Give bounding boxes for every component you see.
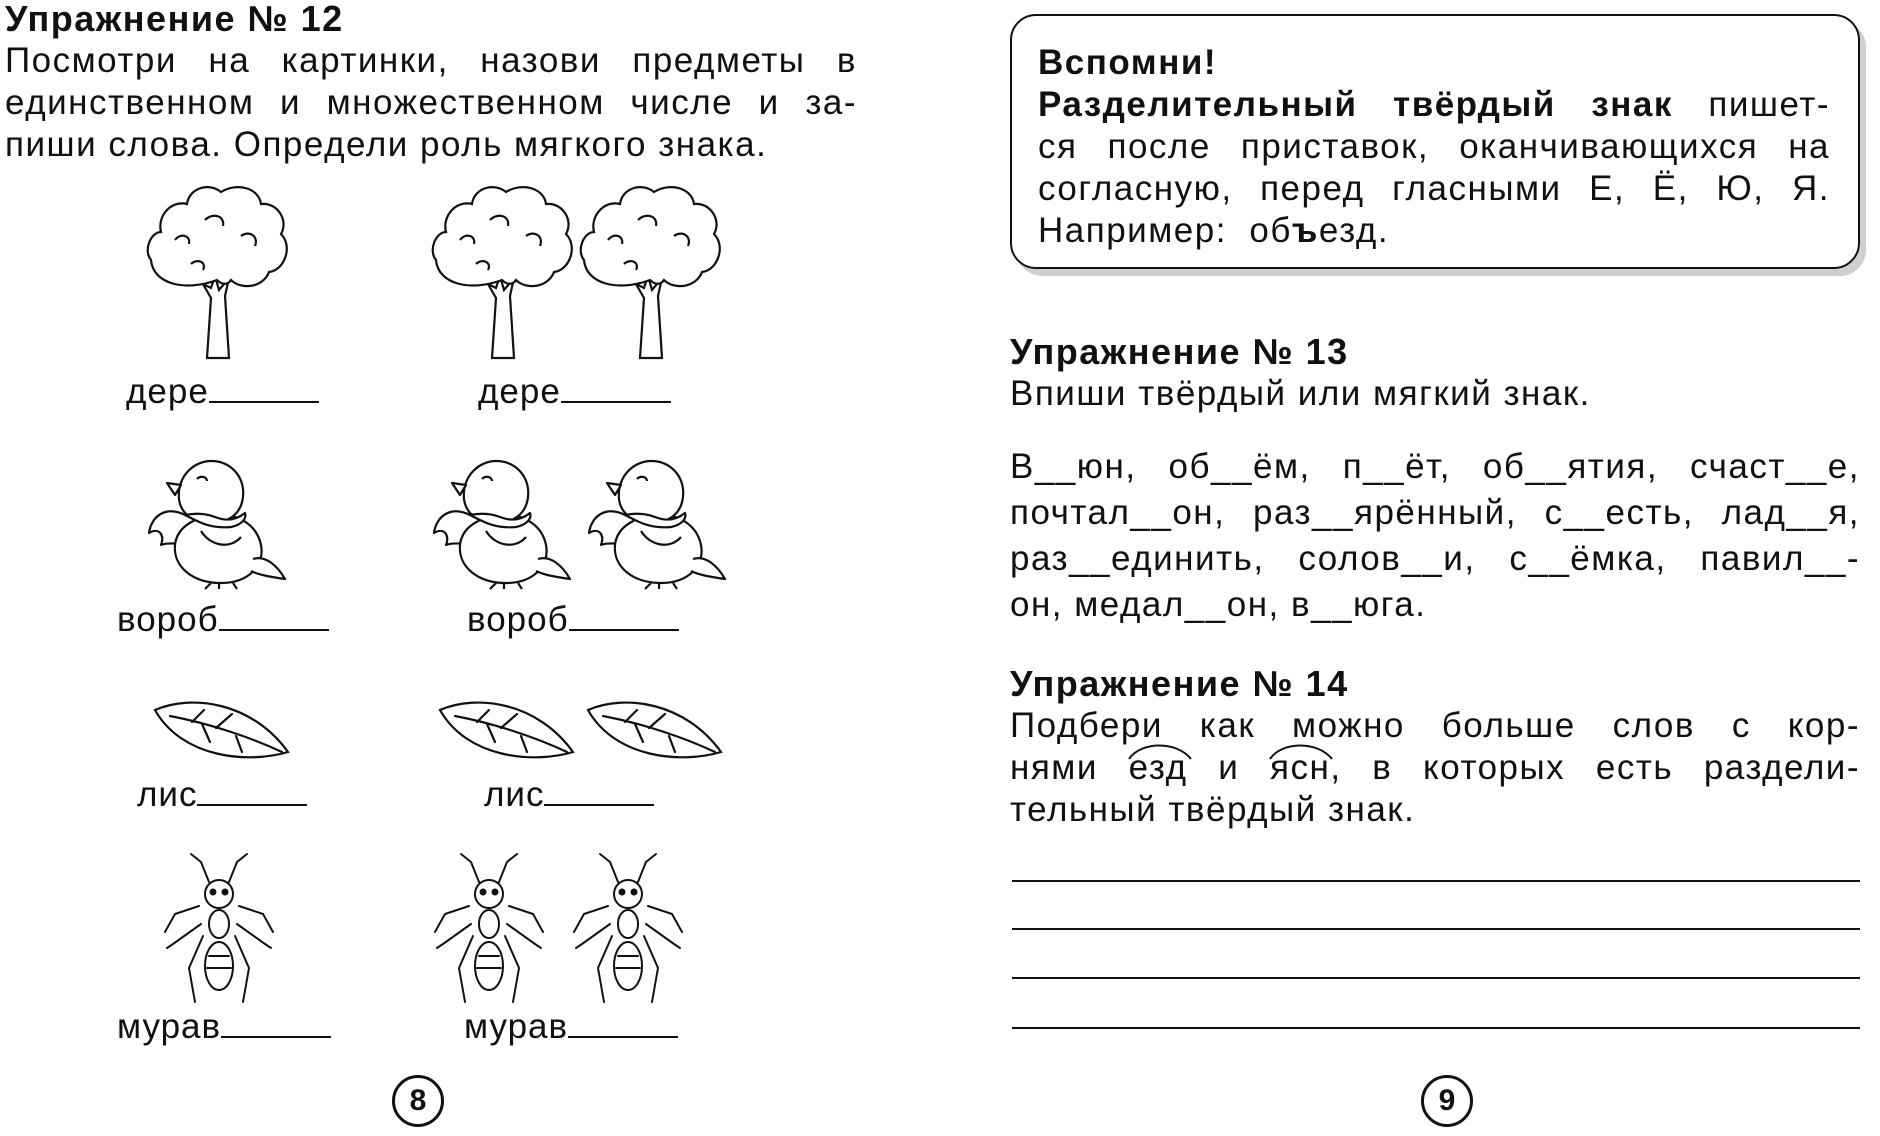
exercise-14-title: Упражнение № 14 — [1010, 663, 1349, 704]
word-line: В__юн, об__ём, п__ёт, об__ятия, счаст__е, — [1010, 447, 1860, 486]
word-tree-single — [126, 372, 319, 412]
remember-line: Разделительный твёрдый знак пишет- — [1038, 85, 1830, 124]
root-arc-icon — [1125, 741, 1195, 761]
word-stem: мурав — [464, 1007, 569, 1046]
word-line: раз__единить, солов__и, с__ёмка, павил__- — [1010, 539, 1860, 578]
answer-blank[interactable] — [197, 804, 307, 806]
exercise-13-title: Упражнение № 13 — [1010, 331, 1349, 372]
answer-blank[interactable] — [568, 1036, 678, 1038]
writing-line[interactable] — [1012, 977, 1860, 979]
word-stem: дере — [126, 372, 209, 411]
leaf-icon — [437, 698, 577, 762]
writing-line[interactable] — [1012, 880, 1860, 882]
text-line: Подбери как можно больше слов с кор- — [1010, 706, 1860, 745]
word-stem: мурав — [117, 1007, 222, 1046]
text-line: пиши слова. Определи роль мягкого знака. — [5, 125, 768, 164]
leaf-icon — [585, 698, 725, 762]
ant-icon — [433, 852, 545, 1004]
answer-blank[interactable] — [561, 401, 671, 403]
tree-icon — [430, 180, 575, 360]
ant-icon — [572, 852, 684, 1004]
answer-blank[interactable] — [221, 1036, 331, 1038]
exercise-14-text — [1010, 705, 1860, 831]
word-tree-plural — [478, 372, 671, 412]
bird-icon — [145, 455, 290, 590]
word-leaf-plural — [484, 775, 654, 815]
ant-icon — [163, 852, 275, 1004]
page-number-right: 9 — [1421, 1075, 1473, 1127]
text-line: единственном и множественном числе и за- — [5, 83, 857, 122]
root-yasn: ясн — [1270, 747, 1330, 789]
tree-icon — [145, 180, 290, 360]
remember-box — [1010, 14, 1860, 269]
word-bird-single — [117, 600, 329, 640]
word-ant-single — [117, 1007, 331, 1047]
exercise-13-instruction: Впиши твёрдый или мягкий знак. — [1010, 374, 1591, 413]
word-ant-plural — [464, 1007, 678, 1047]
rule-term: Разделительный твёрдый знак — [1038, 85, 1673, 124]
leaf-icon — [152, 698, 292, 762]
word-stem: дере — [478, 372, 561, 411]
answer-blank[interactable] — [569, 629, 679, 631]
text-line: нями езд и ясн, в которых есть раздели- — [1010, 747, 1860, 789]
word-stem: лис — [137, 775, 198, 814]
root-ezd: езд — [1129, 747, 1188, 789]
word-stem: лис — [484, 775, 545, 814]
word-bird-plural — [467, 600, 679, 640]
answer-blank[interactable] — [219, 629, 329, 631]
answer-blank[interactable] — [209, 401, 319, 403]
word-line: он, медал__он, в__юга. — [1010, 585, 1427, 624]
exercise-12-text — [5, 40, 857, 166]
answer-blank[interactable] — [544, 804, 654, 806]
exercise-13-words — [1010, 444, 1860, 628]
writing-line[interactable] — [1012, 928, 1860, 930]
root-arc-icon — [1266, 741, 1336, 761]
text-line: тельный твёрдый знак. — [1010, 790, 1416, 829]
page-number-left: 8 — [392, 1075, 444, 1127]
remember-title: Вспомни! — [1038, 43, 1218, 82]
word-stem: вороб — [117, 600, 219, 639]
bird-icon — [430, 455, 575, 590]
remember-example: Например: объезд. — [1038, 211, 1390, 250]
text-line: Посмотри на картинки, назови предметы в — [5, 41, 857, 80]
bird-icon — [585, 455, 730, 590]
writing-line[interactable] — [1012, 1027, 1860, 1029]
exercise-12-title: Упражнение № 12 — [5, 0, 344, 39]
word-stem: вороб — [467, 600, 569, 639]
remember-line: согласную, перед гласными Е, Ё, Ю, Я. — [1038, 169, 1830, 208]
remember-line: ся после приставок, оканчивающихся на — [1038, 127, 1830, 166]
word-leaf-single — [137, 775, 307, 815]
tree-icon — [578, 180, 723, 360]
word-line: почтал__он, раз__ярённый, с__есть, лад__я, — [1010, 493, 1860, 532]
